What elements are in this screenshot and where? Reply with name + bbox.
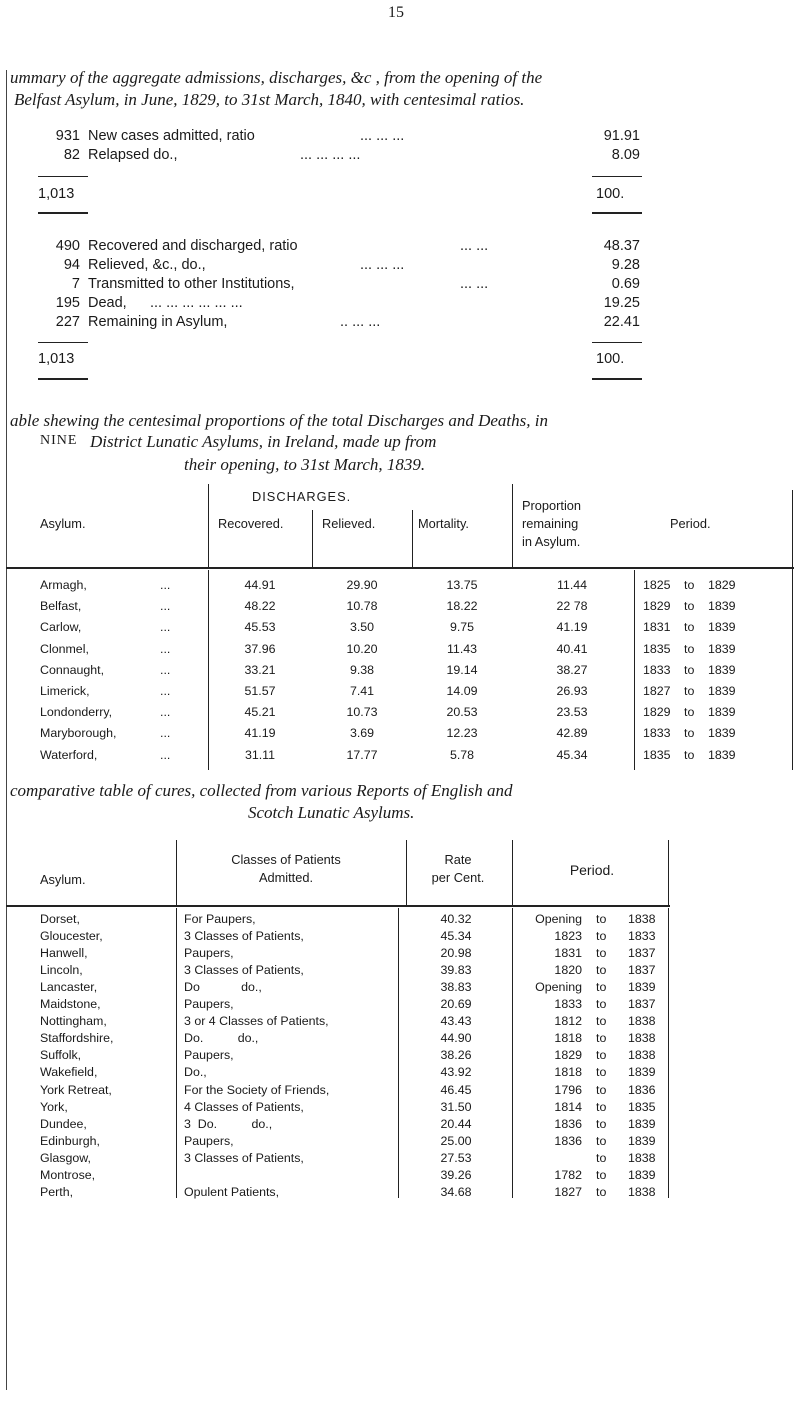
summary-ratio: 22.41 (603, 314, 640, 330)
period-to-word: to (596, 1048, 607, 1063)
classes-admitted: Paupers, (184, 946, 234, 961)
classes-admitted: Do do., (184, 980, 262, 995)
period-from: 1829 (554, 1048, 582, 1063)
remaining-value: 22 78 (556, 599, 588, 614)
leader-dots: ... (160, 599, 171, 614)
asylum-name: Maryborough, (40, 726, 117, 741)
period-to: 1838 (628, 1184, 656, 1199)
left-margin-rule (6, 70, 7, 1390)
col-header-period: Period. (670, 516, 711, 531)
asylum-name: Belfast, (40, 599, 82, 614)
period-to: 1838 (628, 1150, 656, 1165)
period-to: 1839 (628, 1116, 656, 1131)
mortality-value: 19.14 (446, 662, 478, 677)
classes-admitted: Paupers, (184, 1133, 234, 1148)
rule (38, 176, 88, 177)
period-to: 1836 (628, 1082, 656, 1097)
classes-admitted: 3 Classes of Patients, (184, 929, 304, 944)
period-to-word: to (684, 599, 695, 614)
leader-dots: ... (160, 641, 171, 656)
period-to: 1837 (628, 997, 656, 1012)
summary-count: 931 (55, 128, 80, 144)
period-from: 1812 (554, 1014, 582, 1029)
period-from: Opening (535, 912, 582, 926)
rule (6, 567, 794, 569)
rule (512, 840, 513, 906)
rate-value: 31.50 (440, 1099, 472, 1114)
remaining-value: 45.34 (556, 747, 588, 762)
relieved-value: 17.77 (346, 747, 378, 762)
rule (38, 378, 88, 380)
summary-ratio: 9.28 (611, 257, 640, 273)
classes-admitted: 3 or 4 Classes of Patients, (184, 1014, 329, 1029)
period-from: 1823 (554, 929, 582, 944)
rate-value: 34.68 (440, 1184, 472, 1199)
mortality-value: 9.75 (449, 620, 475, 635)
period-to-word: to (684, 578, 695, 592)
rule (38, 342, 88, 343)
col-header-per-cent: per Cent. (431, 870, 485, 885)
summary-count: 227 (55, 314, 80, 330)
col-header-proportion: Proportion (522, 498, 582, 513)
col-header-remaining: remaining (522, 516, 579, 531)
period-from: 1836 (554, 1116, 582, 1131)
recovered-value: 44.91 (244, 578, 276, 592)
rate-value: 39.26 (440, 1167, 472, 1182)
rule (398, 908, 399, 1198)
summary-count: 195 (55, 295, 80, 311)
period-to-word: to (596, 946, 607, 961)
remaining-value: 40.41 (556, 641, 588, 656)
relieved-value: 10.78 (346, 599, 378, 614)
period-to-word: to (596, 1184, 607, 1199)
rate-value: 43.92 (440, 1065, 472, 1080)
col-header-classes: Classes of Patients (231, 852, 341, 867)
classes-admitted: For the Society of Friends, (184, 1082, 330, 1097)
rule (592, 212, 642, 214)
period-to: 1839 (708, 641, 736, 656)
rate-value: 45.34 (440, 929, 472, 944)
rule (512, 908, 513, 1198)
recovered-value: 31.11 (244, 747, 276, 762)
relieved-value: 3.69 (349, 726, 375, 741)
recovered-value: 45.21 (244, 705, 276, 720)
period-to-word: to (596, 1014, 607, 1029)
page-number: 15 (388, 4, 404, 21)
period-to-word: to (596, 1116, 607, 1131)
summary-title-line1: ummary of the aggregate admissions, discharges, &c , from the opening of the (10, 68, 543, 87)
rule (406, 840, 407, 906)
summary-count: 490 (55, 238, 80, 254)
period-from: 1814 (554, 1099, 582, 1114)
summary-dots: ... ... ... (360, 257, 405, 273)
period-to: 1839 (628, 980, 656, 995)
remaining-value: 38.27 (556, 662, 588, 677)
remaining-value: 23.53 (556, 705, 588, 720)
summary-label: Transmitted to other Institutions, (88, 276, 295, 292)
relieved-value: 3.50 (349, 620, 375, 635)
classes-admitted: Do., (184, 1065, 207, 1080)
asylum-name: Maidstone, (40, 997, 101, 1012)
summary-title-line2: Belfast Asylum, in June, 1829, to 31st March, 1840, with centesimal ratios. (14, 90, 525, 109)
period-to-word: to (684, 747, 695, 762)
period-to-word: to (596, 997, 607, 1012)
leader-dots: ... (160, 662, 171, 677)
rule (668, 840, 669, 906)
summary-ratio: 19.25 (603, 295, 640, 311)
period-to: 1838 (628, 1031, 656, 1046)
summary-label: Remaining in Asylum, (88, 314, 228, 330)
col-header-in-asylum: in Asylum. (522, 534, 581, 549)
rule (208, 484, 209, 568)
period-from: Opening (535, 980, 582, 995)
asylum-name: Dorset, (40, 912, 80, 926)
period-to-word: to (684, 726, 695, 741)
asylum-name: Edinburgh, (40, 1133, 100, 1148)
remaining-value: 26.93 (556, 684, 588, 698)
asylum-name: Waterford, (40, 747, 98, 762)
rule (176, 840, 177, 906)
period-from: 1827 (554, 1184, 582, 1199)
asylum-name: Nottingham, (40, 1014, 107, 1029)
rule (176, 908, 177, 1198)
col-header-asylum: Asylum. (40, 872, 86, 887)
relieved-value: 10.73 (346, 705, 378, 720)
period-from: 1831 (643, 620, 671, 635)
col-header-rate: Rate (444, 852, 472, 867)
period-to: 1837 (628, 946, 656, 961)
leader-dots: ... (160, 747, 171, 762)
recovered-value: 45.53 (244, 620, 276, 635)
relieved-value: 9.38 (349, 662, 375, 677)
period-to: 1829 (708, 578, 736, 592)
col-header-recovered: Recovered. (218, 516, 284, 531)
summary-label: Dead, (88, 295, 127, 311)
period-to: 1833 (628, 929, 656, 944)
recovered-value: 33.21 (244, 662, 276, 677)
classes-admitted: For Paupers, (184, 912, 256, 926)
asylum-name: Dundee, (40, 1116, 87, 1131)
col-header-period: Period. (569, 862, 615, 878)
summary-ratio: 91.91 (603, 128, 640, 144)
rule (412, 510, 413, 568)
period-to-word: to (596, 1133, 607, 1148)
period-to-word: to (684, 705, 695, 720)
summary-dots: ... ... (460, 276, 489, 292)
asylum-name: York, (40, 1099, 68, 1114)
summary-dots: ... ... ... ... ... ... (150, 295, 243, 311)
rate-value: 38.26 (440, 1048, 472, 1063)
asylum-name: Montrose, (40, 1167, 96, 1182)
rate-value: 27.53 (440, 1150, 472, 1165)
col-header-discharges: DISCHARGES. (252, 489, 352, 504)
classes-admitted: 3 Do. do., (184, 1116, 273, 1131)
period-to: 1837 (628, 963, 656, 978)
asylum-name: Clonmel, (40, 641, 89, 656)
summary-label: New cases admitted, ratio (88, 128, 255, 144)
asylum-name: Carlow, (40, 620, 82, 635)
relieved-value: 7.41 (349, 684, 375, 698)
summary-dots: .. ... ... (340, 314, 381, 330)
classes-admitted: 3 Classes of Patients, (184, 1150, 304, 1165)
leader-dots: ... (160, 684, 171, 698)
rate-value: 20.69 (440, 997, 472, 1012)
summary-label: Relapsed do., (88, 147, 178, 163)
mortality-value: 5.78 (449, 747, 475, 762)
period-from: 1825 (643, 578, 671, 592)
relieved-value: 29.90 (346, 578, 378, 592)
irish-title-line3: their opening, to 31st March, 1839. (184, 455, 426, 474)
remaining-value: 42.89 (556, 726, 588, 741)
period-to: 1839 (708, 726, 736, 741)
asylum-name: York Retreat, (40, 1082, 112, 1097)
summary-count: 7 (71, 276, 80, 292)
rate-value: 20.98 (440, 946, 472, 961)
classes-admitted: 3 Classes of Patients, (184, 963, 304, 978)
period-to-word: to (596, 963, 607, 978)
asylum-name: Connaught, (40, 662, 105, 677)
period-to-word: to (684, 641, 695, 656)
rule (6, 905, 670, 907)
summary-label: Recovered and discharged, ratio (88, 238, 298, 254)
rule (634, 570, 635, 770)
period-from: 1782 (554, 1167, 582, 1182)
rule (38, 212, 88, 214)
period-to-word: to (684, 662, 695, 677)
asylum-name: Limerick, (40, 684, 90, 698)
irish-title-nine: NINE (40, 433, 78, 448)
asylum-name: Armagh, (40, 578, 87, 592)
rule (792, 490, 793, 770)
period-to-word: to (596, 1099, 607, 1114)
rate-value: 40.32 (440, 912, 472, 926)
rate-value: 25.00 (440, 1133, 472, 1148)
irish-title-line2: District Lunatic Asylums, in Ireland, made up from (90, 432, 437, 451)
rate-value: 43.43 (440, 1014, 472, 1029)
period-from: 1833 (643, 662, 671, 677)
mortality-value: 13.75 (446, 578, 478, 592)
summary-ratio: 48.37 (603, 238, 640, 254)
period-from: 1835 (643, 641, 671, 656)
rule (312, 510, 313, 568)
leader-dots: ... (160, 620, 171, 635)
mortality-value: 14.09 (446, 684, 478, 698)
asylum-name: Suffolk, (40, 1048, 82, 1063)
period-from: 1829 (643, 599, 671, 614)
period-from: 1836 (554, 1133, 582, 1148)
period-from: 1833 (554, 997, 582, 1012)
mortality-value: 11.43 (446, 641, 478, 656)
summary-total-ratio: 100. (596, 186, 625, 202)
classes-admitted: 4 Classes of Patients, (184, 1099, 304, 1114)
period-to-word: to (596, 912, 607, 926)
period-to: 1838 (628, 1014, 656, 1029)
period-to: 1839 (628, 1065, 656, 1080)
period-to: 1839 (708, 599, 736, 614)
english-title-line1: comparative table of cures, collected from various Reports of English and (10, 781, 513, 800)
period-to: 1839 (708, 620, 736, 635)
mortality-value: 20.53 (446, 705, 478, 720)
period-from: 1818 (554, 1065, 582, 1080)
period-from: 1818 (554, 1031, 582, 1046)
period-to-word: to (596, 1082, 607, 1097)
rule (592, 342, 642, 343)
recovered-value: 51.57 (244, 684, 276, 698)
period-from: 1833 (643, 726, 671, 741)
relieved-value: 10.20 (346, 641, 378, 656)
english-title-line2: Scotch Lunatic Asylums. (248, 803, 415, 822)
asylum-name: Hanwell, (40, 946, 88, 961)
period-to-word: to (596, 1065, 607, 1080)
col-header-mortality: Mortality. (418, 516, 469, 531)
period-to: 1839 (628, 1133, 656, 1148)
asylum-name: Gloucester, (40, 929, 103, 944)
period-to: 1838 (628, 1048, 656, 1063)
summary-ratio: 0.69 (611, 276, 640, 292)
leader-dots: ... (160, 726, 171, 741)
period-to: 1839 (708, 662, 736, 677)
mortality-value: 12.23 (446, 726, 478, 741)
rate-value: 39.83 (440, 963, 472, 978)
rate-value: 46.45 (440, 1082, 472, 1097)
period-from: 1820 (554, 963, 582, 978)
period-from: 1796 (554, 1082, 582, 1097)
classes-admitted: Opulent Patients, (184, 1184, 280, 1199)
summary-total-ratio: 100. (596, 351, 625, 367)
col-header-admitted: Admitted. (258, 870, 314, 885)
leader-dots: ... (160, 705, 171, 720)
summary-label: Relieved, &c., do., (88, 257, 206, 273)
period-to-word: to (684, 620, 695, 635)
recovered-value: 37.96 (244, 641, 276, 656)
rule (668, 908, 669, 1198)
period-to-word: to (596, 1150, 607, 1165)
classes-admitted: Paupers, (184, 1048, 234, 1063)
period-to-word: to (684, 684, 695, 698)
period-to: 1839 (628, 1167, 656, 1182)
period-to-word: to (596, 1167, 607, 1182)
rule (512, 484, 513, 568)
period-to: 1839 (708, 705, 736, 720)
asylum-name: Glasgow, (40, 1150, 91, 1165)
summary-dots: ... ... ... (360, 128, 405, 144)
irish-title-line1: able shewing the centesimal proportions of the total Discharges and Deaths, in (10, 411, 548, 430)
period-to: 1839 (708, 747, 736, 762)
period-from: 1831 (554, 946, 582, 961)
asylum-name: Staffordshire, (40, 1031, 114, 1046)
summary-count: 94 (63, 257, 80, 273)
remaining-value: 11.44 (556, 578, 588, 592)
period-to: 1839 (708, 684, 736, 698)
summary-total-count: 1,013 (38, 186, 75, 202)
summary-ratio: 8.09 (611, 147, 640, 163)
recovered-value: 41.19 (244, 726, 276, 741)
rate-value: 44.90 (440, 1031, 472, 1046)
period-to-word: to (596, 980, 607, 995)
period-from: 1835 (643, 747, 671, 762)
rule (208, 570, 209, 770)
period-to-word: to (596, 929, 607, 944)
classes-admitted: Do. do., (184, 1031, 259, 1046)
rate-value: 38.83 (440, 980, 472, 995)
asylum-name: Lincoln, (40, 963, 83, 978)
period-to: 1835 (628, 1099, 656, 1114)
remaining-value: 41.19 (556, 620, 588, 635)
period-from: 1827 (643, 684, 671, 698)
classes-admitted: Paupers, (184, 997, 234, 1012)
recovered-value: 48.22 (244, 599, 276, 614)
asylum-name: Perth, (40, 1184, 74, 1199)
period-from: 1829 (643, 705, 671, 720)
asylum-name: Londonderry, (40, 705, 113, 720)
period-to-word: to (596, 1031, 607, 1046)
mortality-value: 18.22 (446, 599, 478, 614)
period-to: 1838 (628, 912, 656, 926)
summary-dots: ... ... (460, 238, 489, 254)
rule (592, 378, 642, 380)
rate-value: 20.44 (440, 1116, 472, 1131)
col-header-asylum: Asylum. (40, 516, 86, 531)
summary-dots: ... ... ... ... (300, 147, 361, 163)
col-header-relieved: Relieved. (322, 516, 376, 531)
leader-dots: ... (160, 578, 171, 592)
rule (592, 176, 642, 177)
summary-count: 82 (63, 147, 80, 163)
summary-total-count: 1,013 (38, 351, 75, 367)
asylum-name: Lancaster, (40, 980, 98, 995)
asylum-name: Wakefield, (40, 1065, 98, 1080)
